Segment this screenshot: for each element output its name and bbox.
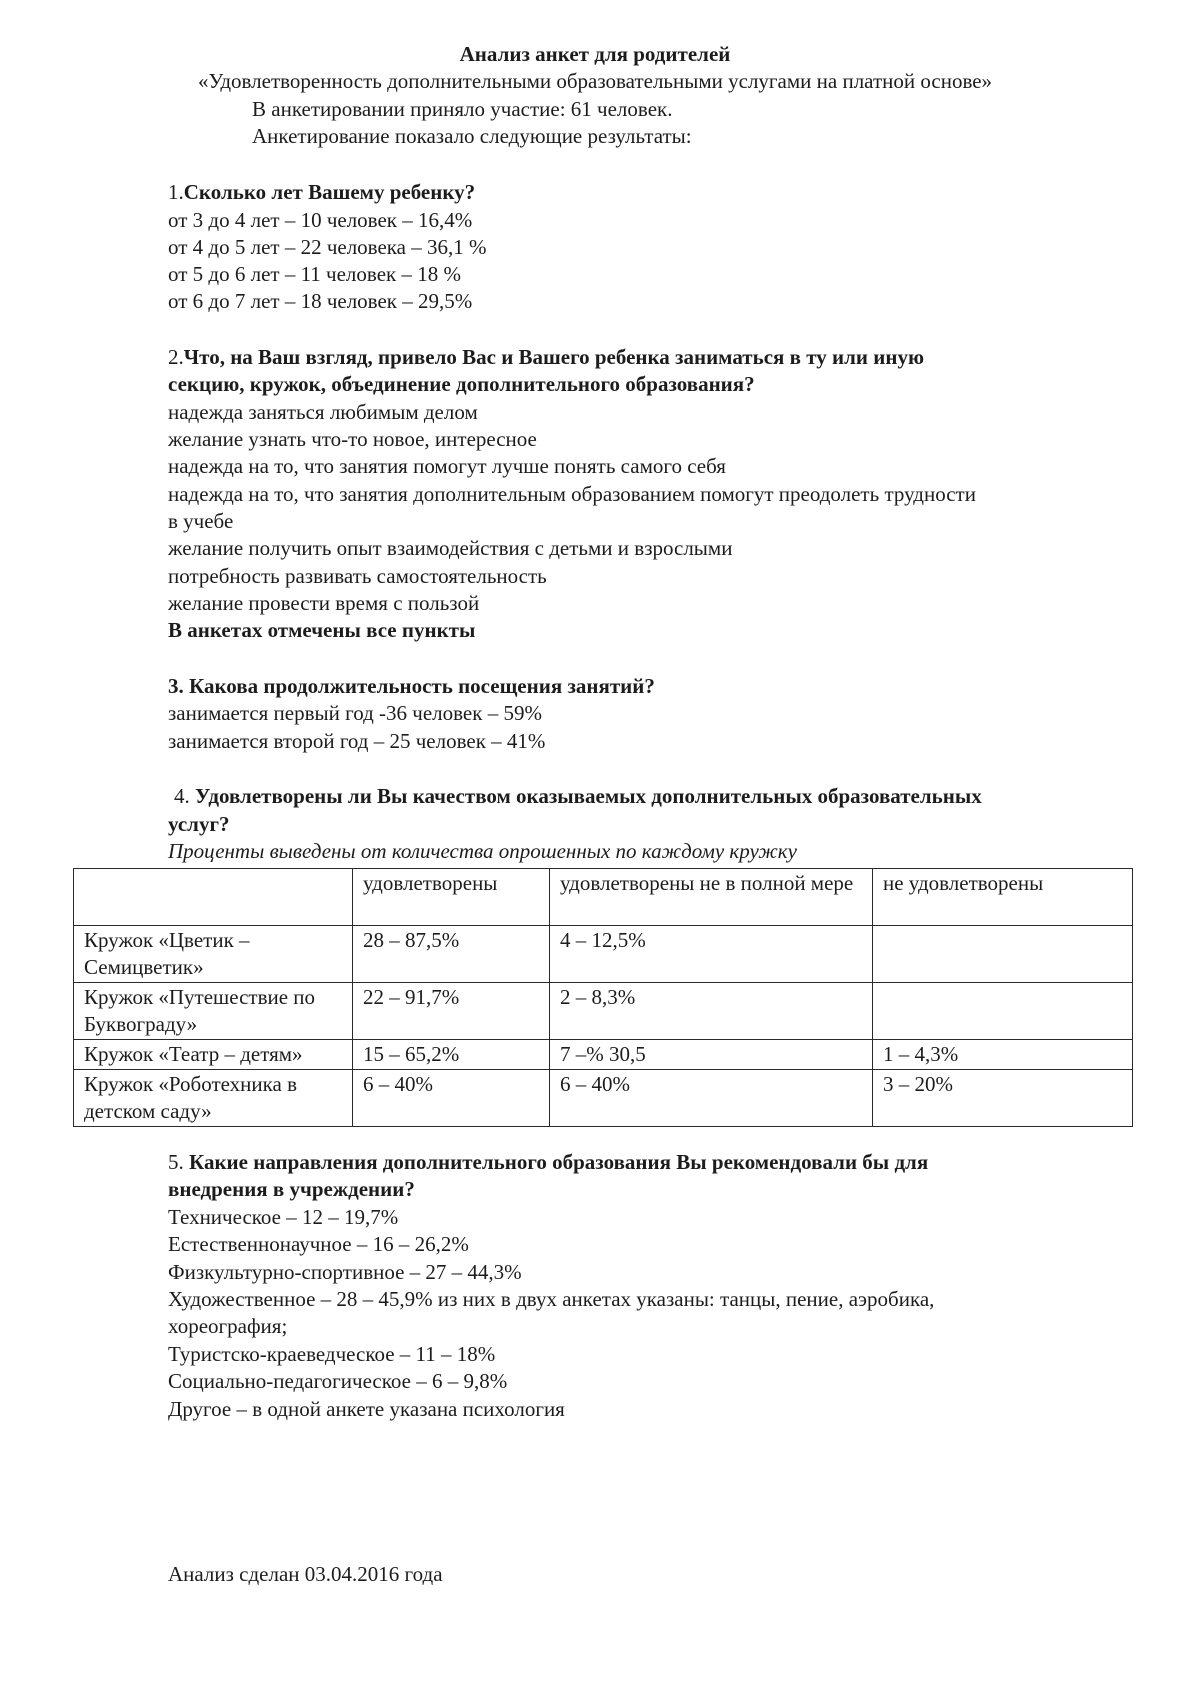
q2-conclusion: В анкетах отмечены все пункты	[168, 618, 476, 642]
satisfaction-table	[73, 868, 1133, 1127]
q2-answer: желание получить опыт взаимодействия с детьми и взрослыми	[168, 536, 733, 560]
q5-heading	[168, 1148, 928, 1176]
table-cell: 4 – 12,5%	[550, 926, 873, 983]
table-row	[74, 983, 1133, 1040]
table-cell: 15 – 65,2%	[353, 1040, 550, 1070]
results-intro-text: Анкетирование показало следующие результаты:	[252, 124, 692, 148]
q4-number: 4.	[174, 784, 190, 808]
q1-question: Сколько лет Вашему ребенку?	[183, 180, 476, 204]
table-header-cell: удовлетворены не в полной мере	[550, 869, 873, 926]
q3-answer: занимается первый год -36 человек – 59%	[168, 701, 542, 725]
q1-number: 1.	[168, 180, 184, 204]
analysis-date: Анализ сделан 03.04.2016 года	[168, 1562, 443, 1586]
q1-answer: от 5 до 6 лет – 11 человек – 18 %	[168, 262, 461, 286]
q5-number: 5.	[168, 1150, 184, 1174]
table-row	[74, 926, 1133, 983]
table-cell: 3 – 20%	[873, 1070, 1133, 1127]
q5-answer: хореография;	[168, 1314, 288, 1338]
q5-answer: Техническое – 12 – 19,7%	[168, 1205, 399, 1229]
table-cell: Кружок «Цветик – Семицветик»	[74, 926, 353, 983]
table-cell: 6 – 40%	[550, 1070, 873, 1127]
q5-answer: Другое – в одной анкете указана психология	[168, 1397, 565, 1421]
q2-answer: надежда на то, что занятия помогут лучше понять самого себя	[168, 454, 726, 478]
table-cell: Кружок «Путешествие по Буквограду»	[74, 983, 353, 1040]
q5-answer: Естественнонаучное – 16 – 26,2%	[168, 1232, 469, 1256]
table-cell: 22 – 91,7%	[353, 983, 550, 1040]
q5-answer: Социально-педагогическое – 6 – 9,8%	[168, 1369, 508, 1393]
q5-answer: Туристско-краеведческое – 11 – 18%	[168, 1342, 496, 1366]
table-row	[74, 1070, 1133, 1127]
table-cell	[873, 926, 1133, 983]
table-row	[74, 1040, 1133, 1070]
table-cell: 1 – 4,3%	[873, 1040, 1133, 1070]
q2-answer: в учебе	[168, 509, 234, 533]
q2-answer: надежда заняться любимым делом	[168, 400, 478, 424]
table-cell: 28 – 87,5%	[353, 926, 550, 983]
q1-answer: от 4 до 5 лет – 22 человека – 36,1 %	[168, 235, 487, 259]
q2-answer: желание провести время с пользой	[168, 591, 480, 615]
q2-number: 2.	[168, 345, 184, 369]
q3-answer: занимается второй год – 25 человек – 41%	[168, 729, 546, 753]
q2-answer: желание узнать что-то новое, интересное	[168, 427, 537, 451]
q2-answer: надежда на то, что занятия дополнительным образованием помогут преодолеть трудности	[168, 482, 976, 506]
page-subtitle: «Удовлетворенность дополнительными образовательными услугами на платной основе»	[197, 69, 993, 93]
table-header-cell	[74, 869, 353, 926]
q5-answer: Физкультурно-спортивное – 27 – 44,3%	[168, 1260, 522, 1284]
q2-question-line1: Что, на Ваш взгляд, привело Вас и Вашего ребенка заниматься в ту или иную	[183, 345, 925, 369]
q4-question-line1: Удовлетворены ли Вы качеством оказываемых дополнительных образовательных	[195, 784, 982, 808]
q4-note: Проценты выведены от количества опрошенных по каждому кружку	[168, 839, 797, 863]
q2-heading	[168, 343, 924, 371]
q4-heading	[174, 782, 982, 810]
table-header-row	[74, 869, 1133, 926]
q1-answer: от 3 до 4 лет – 10 человек – 16,4%	[168, 208, 473, 232]
q2-question-line2: секцию, кружок, объединение дополнительного образования?	[168, 372, 755, 396]
q2-answer: потребность развивать самостоятельность	[168, 564, 547, 588]
q3-question: 3. Какова продолжительность посещения занятий?	[168, 674, 655, 698]
table-cell: Кружок «Роботехника в детском саду»	[74, 1070, 353, 1127]
table-cell: Кружок «Театр – детям»	[74, 1040, 353, 1070]
q5-question-line2: внедрения в учреждении?	[168, 1177, 415, 1201]
q4-question-line2: услуг?	[168, 812, 230, 836]
table-cell: 7 –% 30,5	[550, 1040, 873, 1070]
participants-text: В анкетировании приняло участие: 61 человек.	[252, 97, 673, 121]
table-cell: 6 – 40%	[353, 1070, 550, 1127]
page-title: Анализ анкет для родителей	[459, 42, 731, 66]
table-header-cell: не удовлетворены	[873, 869, 1133, 926]
table-cell: 2 – 8,3%	[550, 983, 873, 1040]
q1-answer: от 6 до 7 лет – 18 человек – 29,5%	[168, 289, 473, 313]
table-header-cell: удовлетворены	[353, 869, 550, 926]
table-cell	[873, 983, 1133, 1040]
q1-heading	[168, 178, 475, 206]
q5-question-line1: Какие направления дополнительного образования Вы рекомендовали бы для	[189, 1150, 929, 1174]
q5-answer: Художественное – 28 – 45,9% из них в двух анкетах указаны: танцы, пение, аэробика,	[168, 1287, 935, 1311]
